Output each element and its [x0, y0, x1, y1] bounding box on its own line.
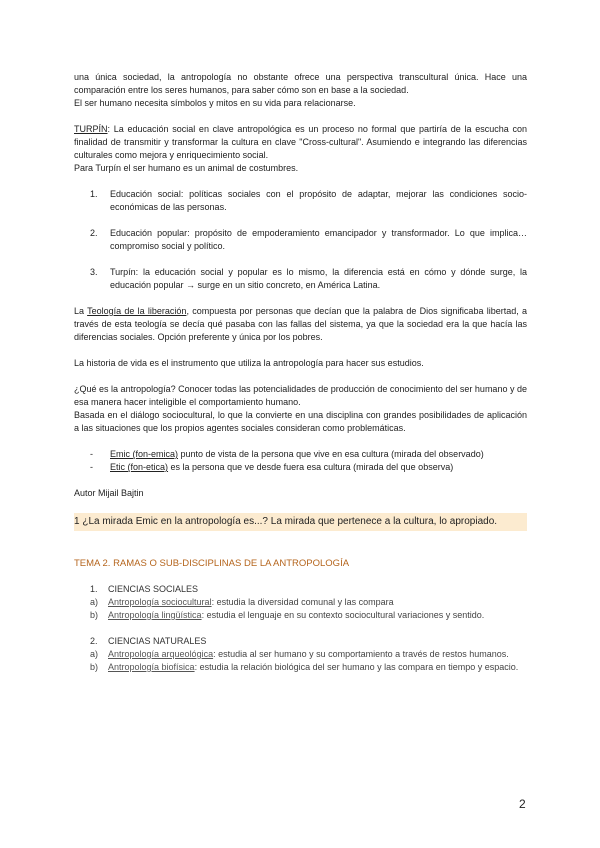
list-item: a) Antropología sociocultural: estudia la diversidad comunal y las compara — [90, 597, 394, 607]
list-item: - Etic (fon-etica) es la persona que ve desde fuera esa cultura (mirada del que observa) — [90, 462, 454, 472]
section-ciencias-sociales — [74, 583, 527, 622]
list-item: 3. Turpín: la educación social y popular es lo mismo, la diferencia está en cómo y dónde surge, la educación popular → surge en un sitio concreto, en América Latina. — [90, 267, 527, 290]
paragraph-basada: Basada en el diálogo sociocultural, lo que la convierte en una disciplina con grandes posibilidades de aplicación a las situaciones que los propios agentes sociales consideran como problemáticas. — [74, 410, 527, 433]
list-item: - Emic (fon-emica) punto de vista de la persona que vive en esa cultura (mirada del observado) — [90, 449, 484, 459]
paragraph-que-es: ¿Qué es la antropología? Conocer todas las potencialidades de producción de conocimiento del ser humano y de esa manera hacer inteligible el comportamiento humano. — [74, 384, 527, 407]
paragraph-symbols: El ser humano necesita símbolos y mitos en su vida para relacionarse. — [74, 98, 356, 108]
section-ciencias-naturales — [74, 635, 527, 674]
section-heading: 2. CIENCIAS NATURALES — [90, 636, 207, 646]
teologia-term: Teología de la liberación — [87, 306, 187, 316]
education-list — [74, 188, 527, 292]
list-item: 2. Educación popular: propósito de empoderamiento emancipador y transformador. Lo que implica… compromiso social y político. — [90, 228, 527, 251]
document-page — [74, 71, 527, 674]
paragraph-teologia: La Teología de la liberación, compuesta por personas que decían que la palabra de Dios significaba libertad, a través de esta teología se decía qué pasaba con las fallas del sistema, ya que la sociedad era la que hacía las diferencias sociales. Opción preferente y única por los pobres. — [74, 306, 527, 342]
author-line: Autor Mijail Bajtin — [74, 488, 144, 498]
list-item: a) Antropología arqueológica: estudia al ser humano y su comportamiento a través de restos humanos. — [90, 649, 509, 659]
section-title-tema2: TEMA 2. RAMAS O SUB-DISCIPLINAS DE LA ANTROPOLOGÍA — [74, 558, 350, 569]
turpin-text: : La educación social en clave antropológica es un proceso no formal que partiría de la escucha con finalidad de transmitir y transformar la cultura en clave "Cross-cultural". Asumiendo e integrando las diferencias culturales como mejora y enriquecimiento social. — [74, 124, 527, 160]
highlight-question: 1 ¿La mirada Emic en la antropología es...? La mirada que pertenece a la cultura, lo apropiado. — [74, 513, 527, 531]
paragraph-historia: La historia de vida es el instrumento que utiliza la antropología para hacer sus estudios. — [74, 358, 424, 368]
page-number: 2 — [519, 797, 526, 811]
section-heading: 1. CIENCIAS SOCIALES — [90, 584, 199, 594]
paragraph-turpin — [74, 123, 527, 162]
paragraph-turpin-costumbres: Para Turpín el ser humano es un animal de costumbres. — [74, 163, 299, 173]
list-item: b) Antropología biofísica: estudia la relación biológica del ser humano y las compara en tiempo y espacio. — [90, 662, 519, 672]
emic-etic-list — [74, 448, 527, 474]
turpin-label: TURPÍN — [74, 124, 108, 134]
paragraph-intro: una única sociedad, la antropología no obstante ofrece una perspectiva transcultural única. Hace una comparación entre los seres humanos, para saber cómo son en base a la sociedad. — [74, 72, 527, 95]
list-item: 1. Educación social: políticas sociales con el propósito de adaptar, mejorar las condiciones socio-económicas de las personas. — [90, 189, 527, 212]
list-item: b) Antropología lingüística: estudia el lenguaje en su contexto sociocultural variaciones y sentido. — [90, 610, 485, 620]
